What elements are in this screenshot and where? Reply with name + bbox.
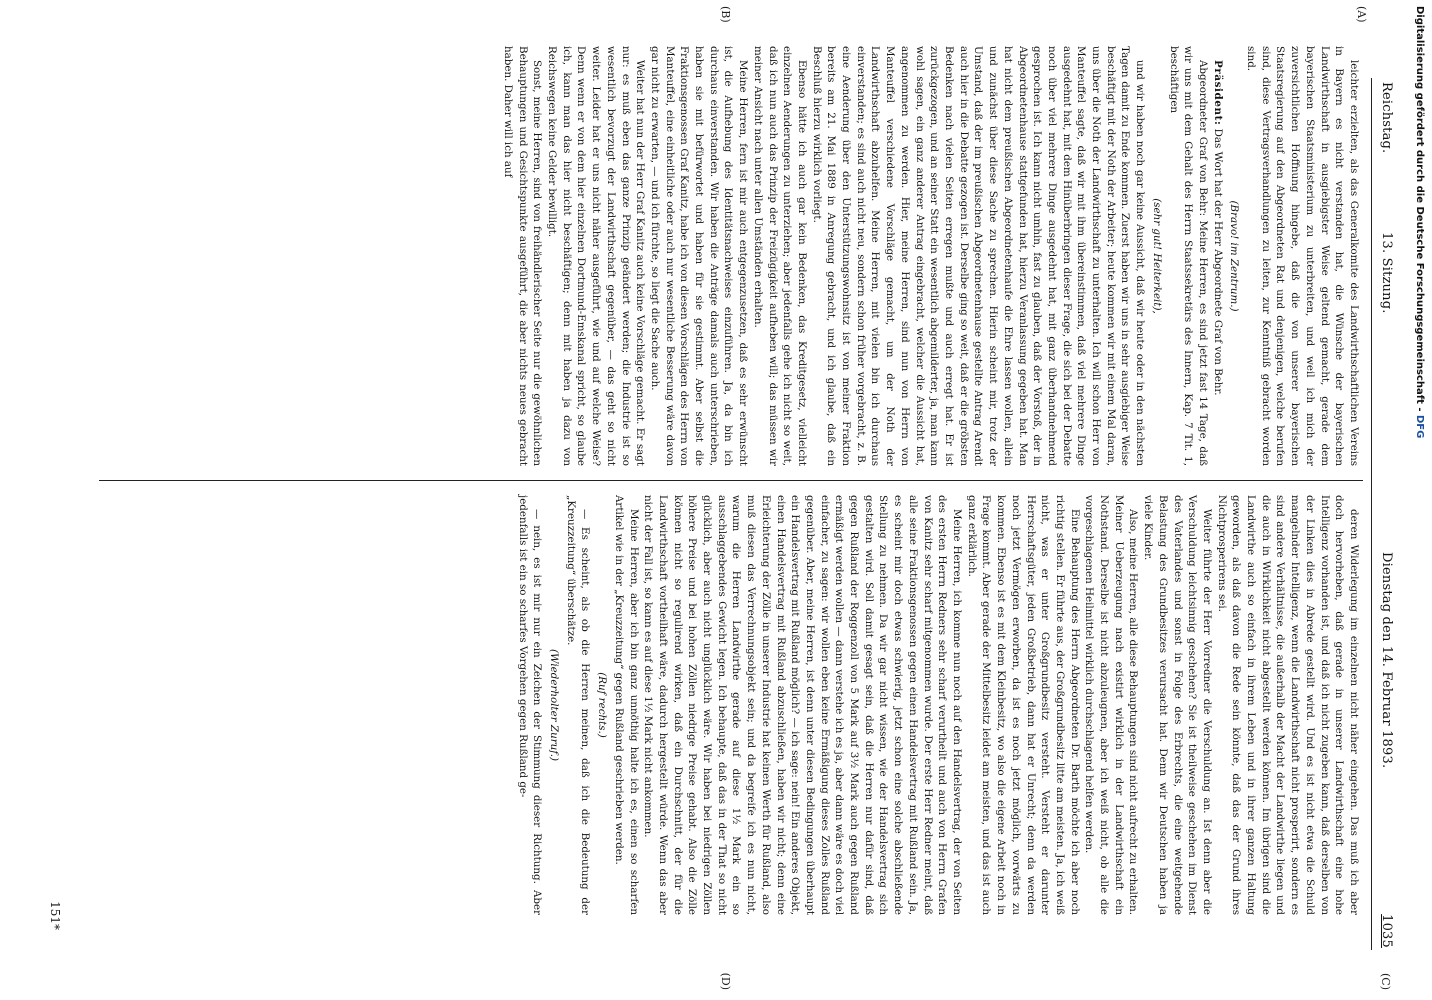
- body-paragraph: Weiter führte der Herr Vorredner die Verschuldung an. Ist denn aber die Verschuldung leichtsinnig geschehen? Sie ist theilweise geschehen im Dienst des Vaterlandes und sonst in Folge des Erbrechts, die eine weitgehende Belastung des Grundbesitzes verursacht hat. Denn wir Deutschen haben ja viele Kinder.: [1142, 495, 1213, 915]
- stage-direction: (Bravo! im Zentrum.): [1228, 200, 1241, 312]
- dfg-credit-text: Digitalisierung gefördert durch die Deutsche Forschungsgemeinschaft -: [1414, 6, 1425, 415]
- body-paragraph: leichter erzielten, als das Generalkomite des Landwirthschaftlichen Vereins in Bayern es nicht verstanden hat, die Wünsche der bayerischen Landwirthschaft in ausgiebigster Weise geltend gemacht, gerade dem bayerischen Staatsministerium zu unterbreiten, und weil ich mich der zuversichtlichen Hoffnung hingebe, daß die von unserer bayerischen Staatsregierung auf den Abgeordneten Rat und denjenigen, welche berufen sind, diese Vertragsverhandlungen zu leiten, zur Kenntniß gebracht worden sind.: [1245, 46, 1360, 466]
- speaker-text: Das Wort hat der Herr Abgeordnete Graf von Behr.: [1211, 128, 1224, 396]
- header-session: 13. Sitzung.: [1379, 232, 1394, 314]
- body-paragraph: Eine Behauptung des Herrn Abgeordneten Dr. Barth möchte ich aber noch richtig stellen. Er führte aus, der Großgrundbesitz litte am meisten. Ja, ich weiß nicht, was er unter Großgrundbesitz versteht. Versteht er darunter Herrschaftsgüter, jeden Großbetrieb, dann hat er Unrecht; denn da werden noch jetzt Vermögen erworben, da ist es noch jetzt möglich, vorwärts zu kommen. Ebenso ist es mit dem Kleinbesitz, wo also die eigene Arbeit noch in Frage kommt. Aber gerade der Mittelbesitz leidet am meisten, und das ist auch ganz erklärlich.: [965, 495, 1081, 915]
- stage-direction: (Ruf rechts.): [596, 672, 609, 738]
- stage-direction: (Wiederholter Zuruf.): [548, 648, 561, 762]
- body-paragraph: deren Widerlegung im einzelnen nicht näher eingehen. Das muß ich aber doch hervorheben, daß gerade in unserer Landwirthschaft eine hohe Intelligenz vorhanden ist, und daß ich nicht zugeben kann, daß derselben von der Linken dies in Abrede gestellt wird. Und es ist nicht etwa die Schuld mangelnder Intelligenz, wenn die Landwirthschaft nicht prosperirt, sondern es sind andere Verhältnisse, die außerhalb der Macht der Landwirthe liegen und die auch in Wirklichkeit nicht abgestellt werden können. Im übrigen sind die Landwirthe auch so einfach in ihrem Leben und in ihrer ganzen Haltung geworden, als daß davon die Rede sein könnte, daß das der Grund ihres Nichtprosperirens sei.: [1215, 495, 1360, 915]
- margin-marker-b: (B): [719, 6, 732, 23]
- body-paragraph: Also, meine Herren, alle diese Behauptungen sind nicht aufrecht zu erhalten. Meiner Ueberzeugung nach existirt wirklich in der Landwirthschaft ein Nothstand. Derselbe ist nicht abzuleugnen, aber ich weiß nicht, ob alle die vorgeschlagenen Heilmittel wirklich durchschlagend helfen werden.: [1083, 495, 1140, 915]
- speaker-name: Präsident:: [1211, 60, 1224, 126]
- margin-marker-d: (D): [719, 972, 732, 990]
- sheet-signature: 151*: [48, 901, 62, 930]
- speaker-paragraph: [1210, 46, 1225, 466]
- body-paragraph: und wir haben noch gar keine Aussicht, daß wir heute oder in den nächsten Tagen damit zu Ende kommen. Zuerst haben wir uns in sehr ausgiebiger Weise beschäftigt mit der Noth der Arbeiter; heute kommen wir mit einem Mal daran, uns über die Noth der Landwirthschaft zu unterhalten. Ich will schon Herr von Manteuffel sagte, daß wir mit ihm übereinstimmen, daß viel mehrere Dinge ausgedehnt hat, mit dem Hinüberbringen dieser Frage, die sich bei der Debatte noch über viel mehrere Dinge ausgedehnt hat, mit ganz überhandnehmend gesprochen ist. Ich kann nicht umhin, fast zu glauben, daß der Vorstoß, der in Abgeordnetenhause stattgefunden hat, hierzu Veranlassung gegeben hat. Man hat nicht dem preußischen Abgeordnetenhaufe die Ehre lassen wollen, allein und zunächst über diese Sache zu sprechen. Hierin scheint mir, trotz der Umstand, daß der im preußischen Abgeordnetenhause gestellte Antrag Arendt auch hier in die Debatte gezogen ist. Derselbe ging so weit, daß er die gröbsten Bedenken nach vielen Seiten erregen mußte und auch erregt hat. Er ist zurückgezogen, und an seiner Statt ein wesentlich abgemilderter, ja, man kann wohl sagen, ein ganz anderer Antrag eingebracht, welcher die Aussicht hat, angenommen zu werden. Hier, meine Herren, sind nun von Herrn von Manteuffel verschiedene Vorschläge gemacht, um der Noth der Landwirthschaft abzuhelfen. Meine Herren, mit vielen bin ich durchaus einverstanden; es sind auch nicht neu, sondern schon früher vorgebracht, z. B. eine Aenderung über den Unterstützungswohnsitz ist von meiner Fraktion bereits am 21. Mai 1889 in Anregung gebracht, und ich glaube, daß ein Beschluß hierzu wirklich vorliegt.: [810, 46, 1147, 466]
- body-paragraph: Abgeordneter Graf von Behr: Meine Herren, es sind jetzt fast 14 Tage, daß wir uns mit dem Gehalt des Herrn Staatssekretärs des Innern, Kap. 7 Tit. 1, beschäftigen: [1167, 46, 1209, 466]
- text-columns: [99, 32, 1367, 966]
- page-header: [1372, 32, 1398, 966]
- body-paragraph: Meine Herren, aber ich bin ganz unnöthig halte ich es, einen so scharfen Artikel wie in der „Kreuzzeitung“ gegen Rußland geschrieben werden.: [612, 495, 640, 915]
- body-paragraph: Sonst, meine Herren, sind von freihändlerischer Seite nur die gewöhnlichen Behauptungen und Gesichtspunkte ausgeführt, die aber nichts neues gebracht haben. Daher will ich auf: [501, 46, 544, 466]
- header-date: Dienstag den 14. Februar 1893.: [1379, 552, 1394, 769]
- page-number: 1035: [1379, 914, 1394, 948]
- body-paragraph: — Es scheint, als ob die Herren meinen, daß ich die Bedeutung der „Kreuzzeitung“ überschätze.: [564, 495, 592, 915]
- body-paragraph: Weiter hat nun der Herr Graf Kanitz auch keine Vorschläge gemacht. Er sagt nur: es muß eben das ganze Prinzip geändert werden; die Industrie ist so wesentlich bevorzugt der Landwirthschaft gegenüber, — das geht so nicht weiter. Leider hat er uns nicht näher ausgeführt, wie und auf welche Weise? Denn wenn er von dem hier einzelnen Dortmund-Emskanal spricht, so glaube ich, kann man das hier nicht beschäftigen; denn mit haben ja dazu von Reichswegen keine Gelder bewilligt.: [546, 46, 647, 466]
- body-paragraph: — nein, es ist mir nur ein Zeichen der Stimmung dieser Richtung. Aber jedenfalls ist ein so scharfes Vorgehen gegen Rußland ge-: [516, 495, 544, 915]
- body-paragraph: Meine Herren, ich komme nun noch auf den Handelsvertrag, der von Seiten des ersten Herrn Redners sehr scharf verurtheilt und auch von Herrn Grafen von Kanitz sehr scharf mitgenommen wurde. Der erste Herr Redner meint, daß alle seine Fraktionsgenossen gegen einen Handelsvertrag mit Rußland sein. Ja, es scheint mir doch etwas schwierig, jetzt schon eine solche abschließende Stellung zu nehmen. Da wir gar nicht wissen, wie der Handelsvertrag sich gestalten wird. Soll damit gesagt sein, daß die Herren nur dafür sind, daß gegen Rußland der Roggenzoll von 5 Mark auf 3½ Mark auch gegen Rußland ermäßigt werden wollen — dann verstehe ich es ja, aber dann wäre es doch viel einfacher, zu sagen: wir wollen eben keine Ermäßigung dieses Zolles Rußland gegenüber. Aber, meine Herren, ist denn unter diesen Bedingungen überhaupt ein Handelsvertrag mit Rußland möglich? — ich sage: nein! Ein anderes Objekt, einen Handelsvertrag mit Rußland abzuschließen, haben wir nicht; denn eine Erleichterung der Zölle in unserer Industrie hat keinen Werth für Rußland, also muß diesen das Verrechnungsobjekt sein; und da begreife ich es nun nicht, warum die Herren Landwirthe gerade auf diese 1½ Mark ein so ausschlaggebendes Gewicht legen. Ich behaupte, daß das in der That so nicht glücklich, aber auch nicht unglücklich wäre. Wir haben bei niedrigen Zöllen höhere Preise und bei hohen Zöllen niedrige Preise gehabt. Also die Zölle können nicht so regulirend wirken, daß ein Durchschnitt, der für die Landwirthschaft vortheilhaft wäre, dadurch hergestellt würde. Wenn das aber nicht der Fall ist, so kann es auf diese 1½ Mark nicht ankommen.: [642, 495, 964, 915]
- dfg-credit: [1414, 6, 1425, 438]
- right-column: [99, 481, 1367, 929]
- stage-direction: (sehr gut! Heiterkeit),: [1150, 198, 1163, 314]
- body-paragraph: Ebenso hätte ich auch gar kein Bedenken, das Kreditgesetz, vielleicht einzelnen Aenderungen zu unterziehen; aber jedenfalls gehe ich nicht so weit, daß ich nun auch das Prinzip der Freizügigkeit aufheben will; das müssen wir meiner Ansicht nach unter allen Umständen erhalten.: [751, 46, 808, 466]
- header-publication: Reichstag.: [1379, 82, 1394, 154]
- body-paragraph: Meine Herren, fern ist mir auch entgegenzusetzen, daß es sehr erwünscht ist, die Aufhebung des Identitätsnachweises einzuführen. Ja, da bin ich durchaus einverstanden. Wir haben die Anträge damals auch unterschrieben, haben sie mit befürwortet und haben für sie gestimmt. Aber selbst die Fraktionsgenossen Graf Kanitz, habe ich von diesen Vorschlägen des Herrn von Manteuffel, eine einheitliche oder auch nur wesentliche Besserung wäre davon gar nicht zu erwarten, — und ich fürchte, so liegt die Sache auch.: [648, 46, 750, 466]
- left-column: [99, 32, 1367, 480]
- margin-marker-c: (C): [1379, 973, 1392, 990]
- dfg-logo: DFG: [1414, 414, 1425, 439]
- margin-marker-a: (A): [1355, 6, 1368, 23]
